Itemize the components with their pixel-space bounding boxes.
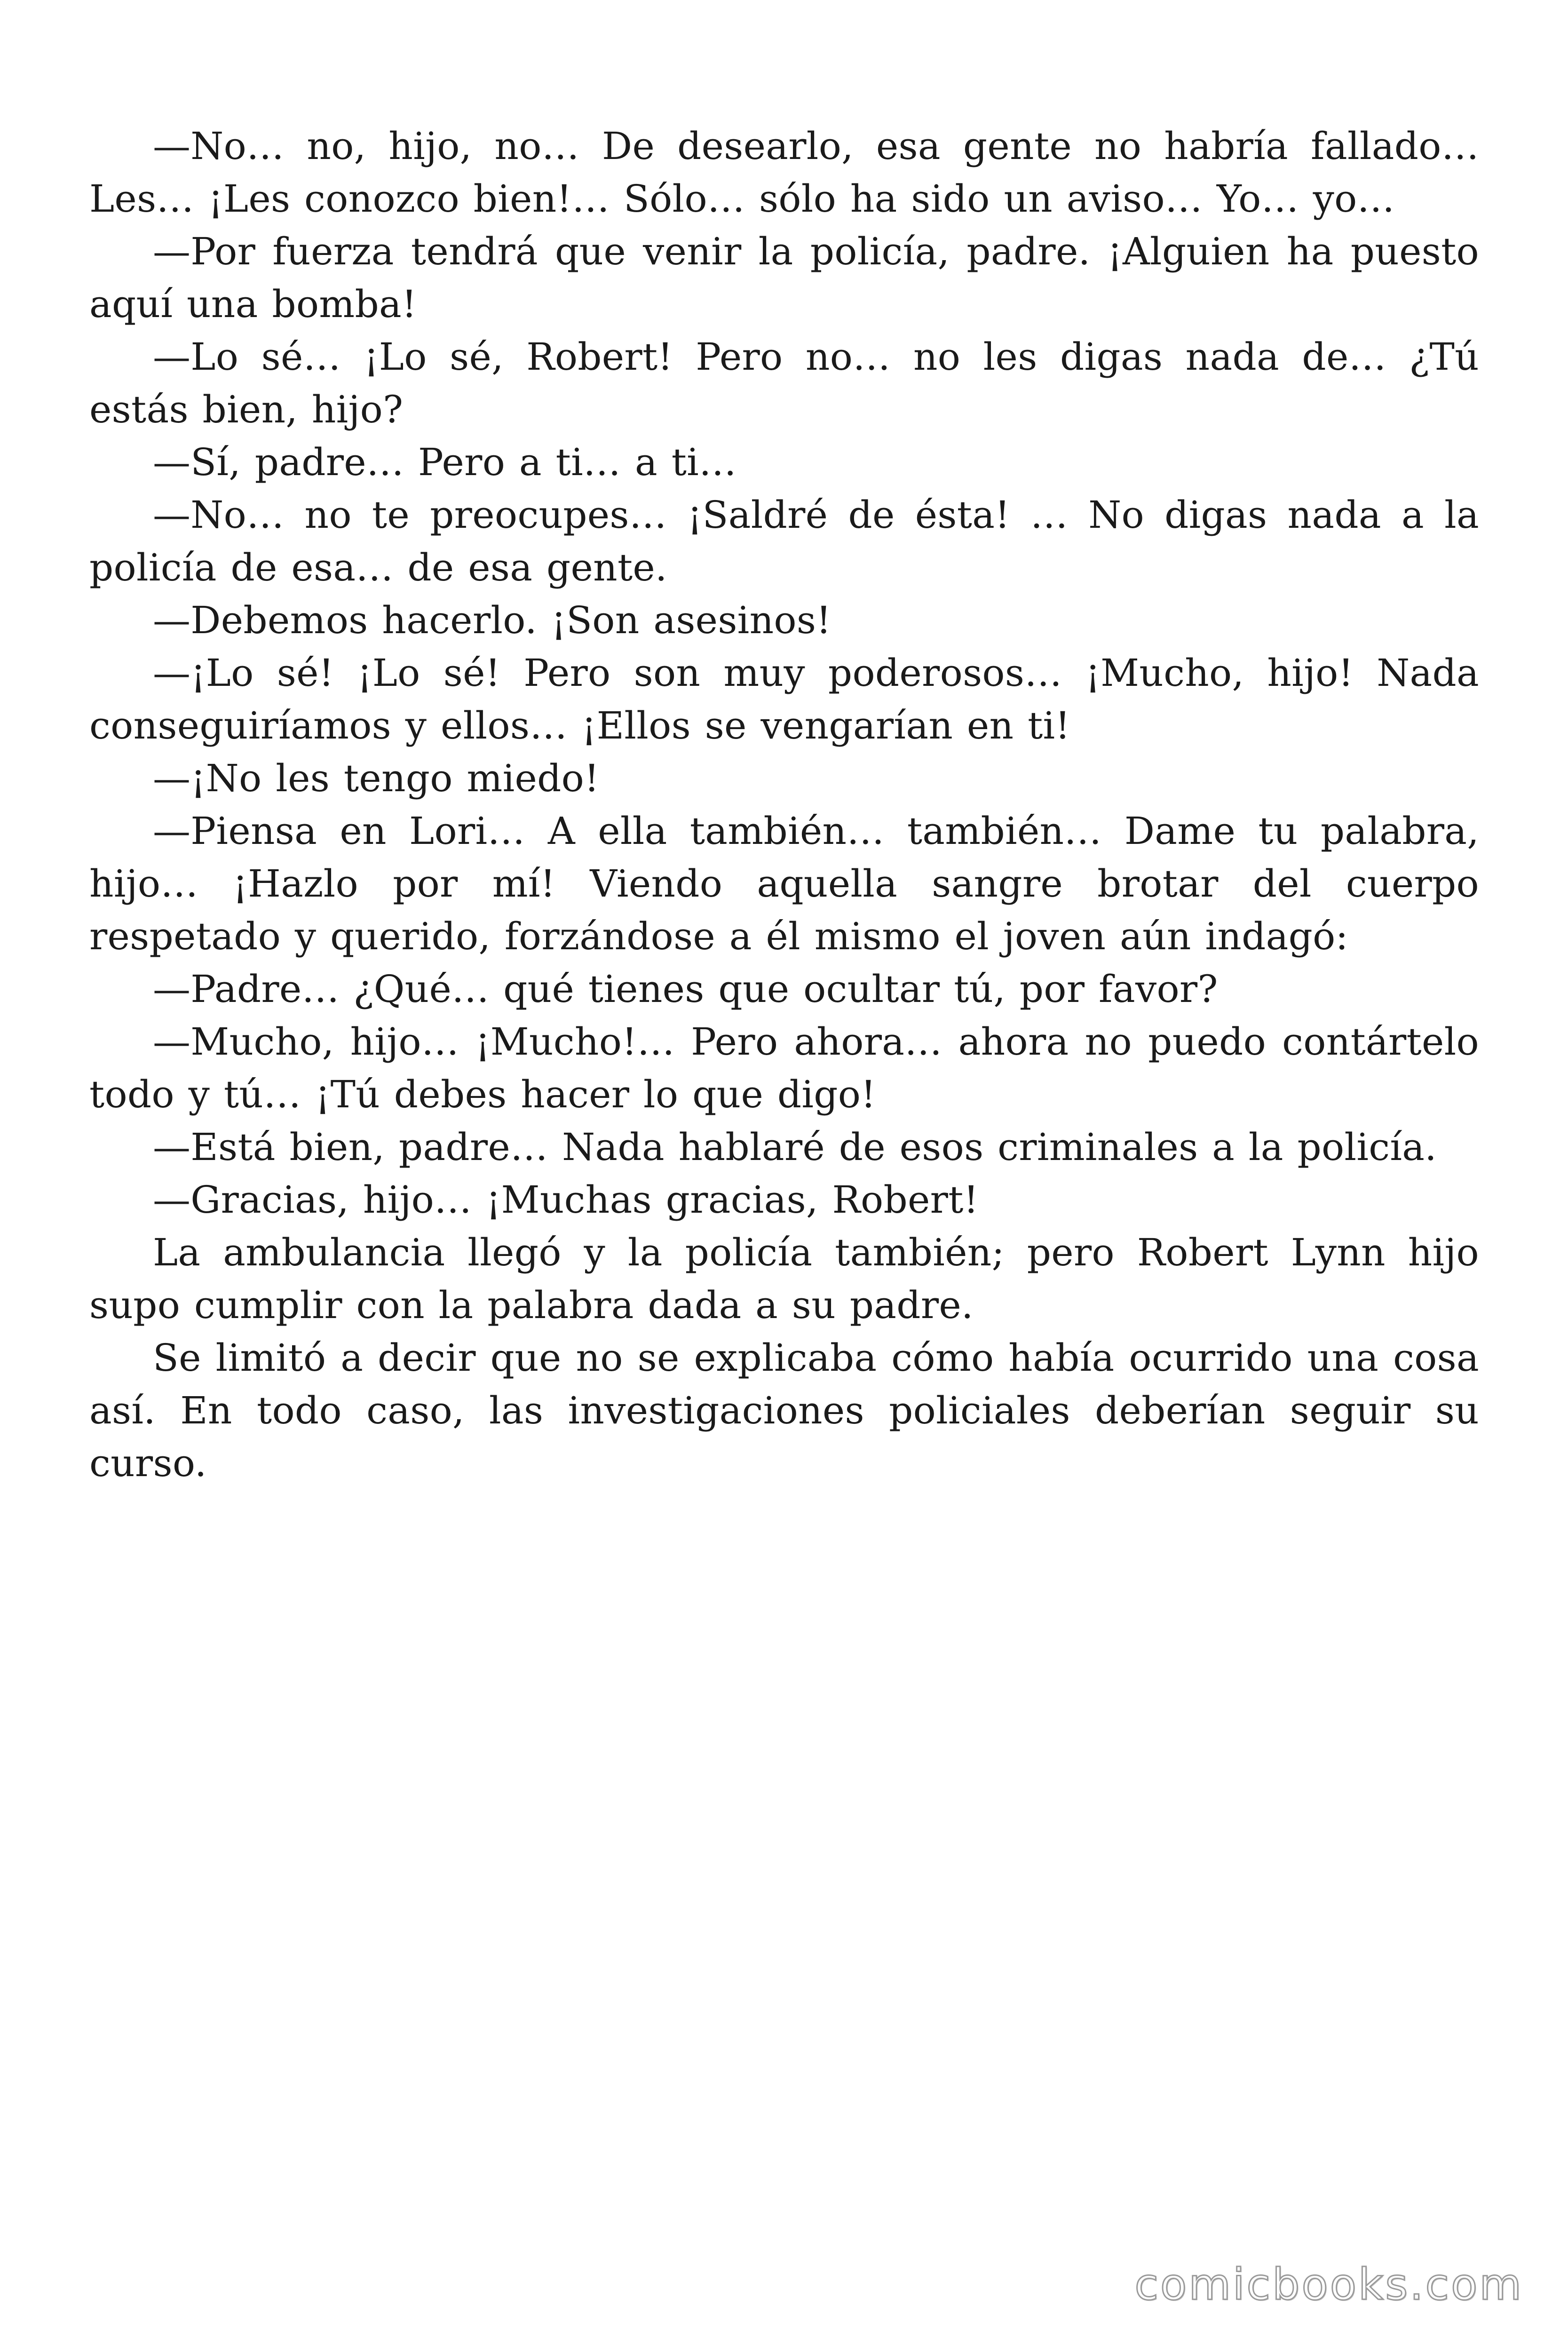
paragraph: —Lo sé… ¡Lo sé, Robert! Pero no… no les digas nada de… ¿Tú estás bien, hijo? [89, 335, 1479, 431]
paragraph: —No… no, hijo, no… De desearlo, esa gente no habría fallado… Les… ¡Les conozco bien!… Sólo… sólo ha sido un aviso… Yo… yo… [89, 124, 1479, 221]
paragraph: —Por fuerza tendrá que venir la policía, padre. ¡Alguien ha puesto aquí una bomba! [89, 230, 1479, 326]
paragraph: —No… no te preocupes… ¡Saldré de ésta! … No digas nada a la policía de esa… de esa gente. [89, 493, 1479, 589]
paragraph: —Mucho, hijo… ¡Mucho!… Pero ahora… ahora no puedo contártelo todo y tú… ¡Tú debes hacer lo que digo! [89, 1020, 1479, 1116]
paragraph: Se limitó a decir que no se explicaba cómo había ocurrido una cosa así. En todo caso, las investigaciones policiales deberían seguir su curso. [89, 1336, 1479, 1485]
paragraph: —Está bien, padre… Nada hablaré de esos criminales a la policía. [153, 1125, 1437, 1169]
paragraph: —Sí, padre… Pero a ti… a ti… [153, 440, 737, 484]
watermark: comicbooks.com [1134, 2259, 1523, 2310]
paragraph: —Debemos hacerlo. ¡Son asesinos! [153, 598, 832, 642]
paragraph: —Gracias, hijo… ¡Muchas gracias, Robert! [153, 1178, 979, 1222]
paragraph: —¡No les tengo miedo! [153, 756, 600, 800]
paragraph: —Padre… ¿Qué… qué tienes que ocultar tú, por favor? [153, 967, 1218, 1011]
paragraph: —¡Lo sé! ¡Lo sé! Pero son muy poderosos… ¡Mucho, hijo! Nada conseguiríamos y ellos… ¡Ellos se vengarían en ti! [89, 651, 1479, 747]
paragraph: La ambulancia llegó y la policía también; pero Robert Lynn hijo supo cumplir con la palabra dada a su padre. [89, 1231, 1479, 1327]
paragraph: —Piensa en Lori… A ella también… también… Dame tu palabra, hijo… ¡Hazlo por mí! Viendo aquella sangre brotar del cuerpo respetado y querido, forzándose a él mismo el joven aún indagó: [89, 809, 1479, 958]
book-page-text [89, 120, 1479, 1490]
